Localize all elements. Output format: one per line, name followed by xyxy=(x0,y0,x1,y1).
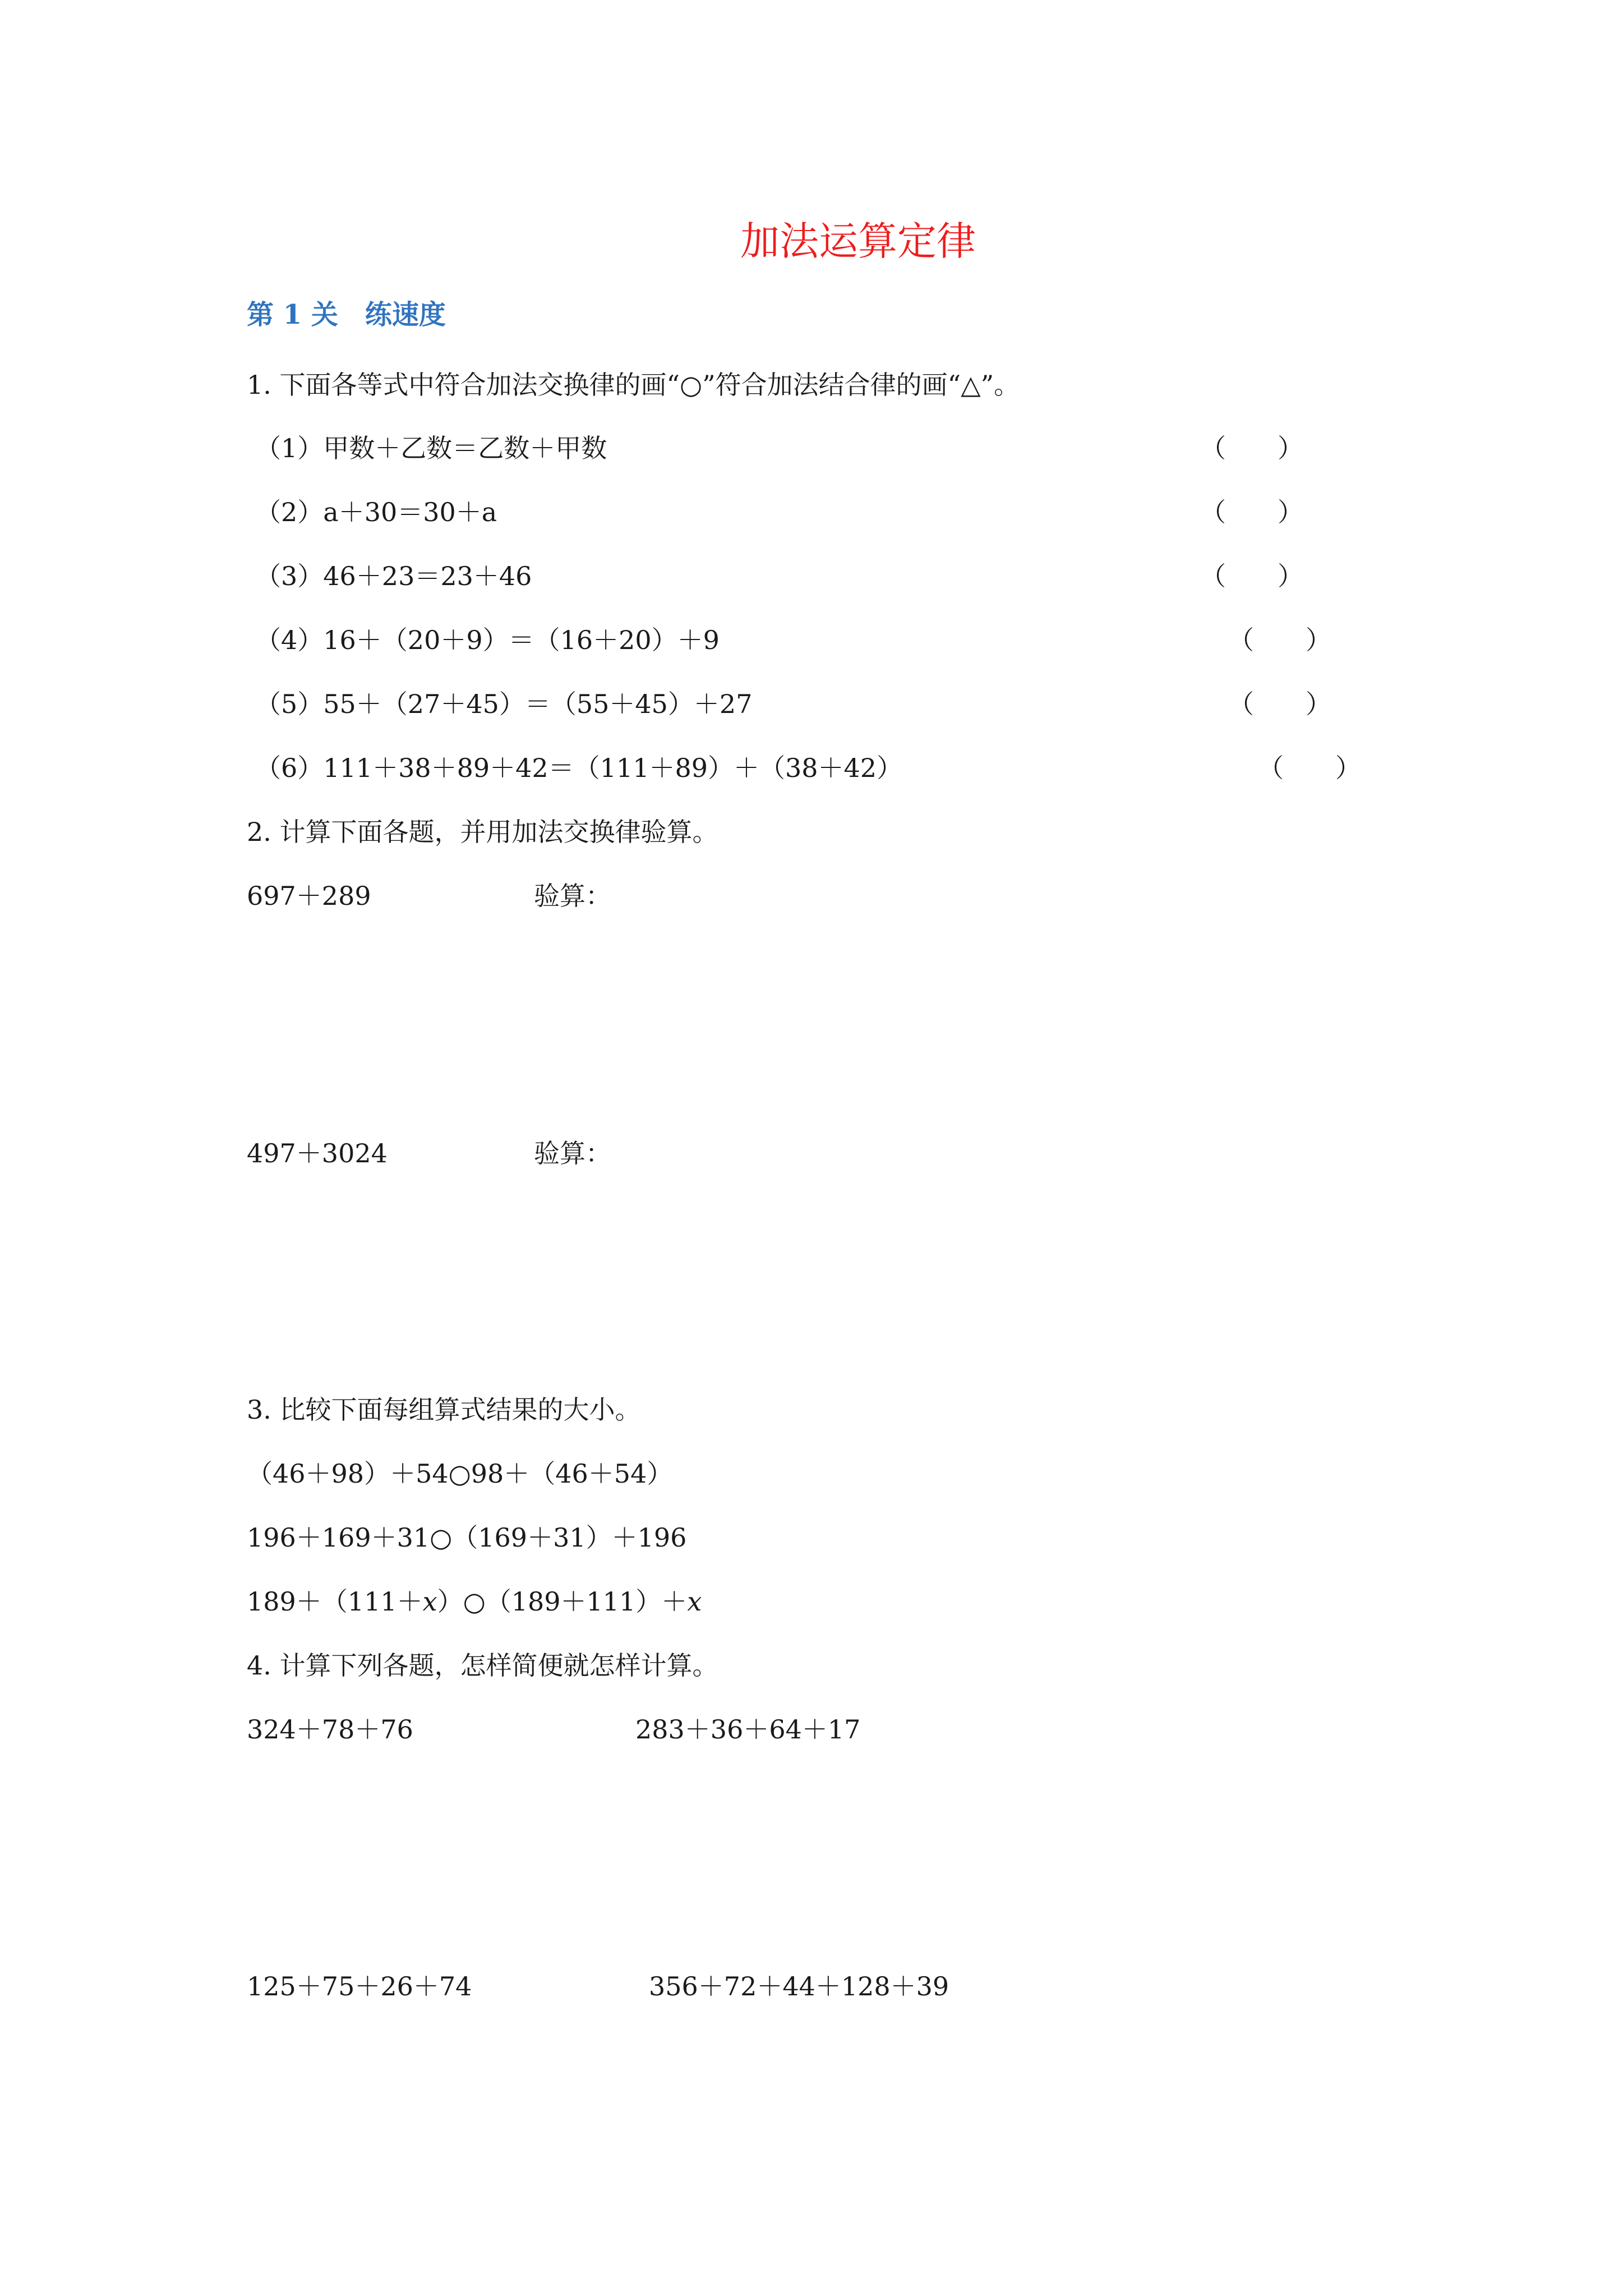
q4-expression: 324＋78＋76 xyxy=(247,1714,413,1745)
page-title: 加法运算定律 xyxy=(740,218,976,264)
section-heading: 第 1 关 练速度 xyxy=(247,299,446,330)
q4-expression: 125＋75＋26＋74 xyxy=(247,1971,472,2001)
q3-prompt: 3. 比较下面每组算式结果的大小。 xyxy=(247,1395,641,1425)
q2-prompt: 2. 计算下面各题，并用加法交换律验算。 xyxy=(247,817,718,847)
q4-prompt: 4. 计算下列各题，怎样简便就怎样计算。 xyxy=(247,1650,718,1681)
q1-item-text: （1）甲数＋乙数＝乙数＋甲数 xyxy=(255,433,607,463)
q2-check-label: 验算： xyxy=(534,1138,611,1168)
variable-x: x xyxy=(687,1586,702,1617)
q1-item-text: （3）46＋23＝23＋46 xyxy=(255,561,532,591)
variable-x: x xyxy=(422,1586,437,1617)
q1-prompt: 1. 下面各等式中符合加法交换律的画“○”符合加法结合律的画“△”。 xyxy=(247,370,1020,400)
q3-part: ）○（189＋111）＋ xyxy=(437,1586,688,1617)
q1-answer-blank[interactable]: （ ） xyxy=(1228,625,1331,655)
q1-answer-blank[interactable]: （ ） xyxy=(1228,689,1331,719)
q1-answer-blank[interactable]: （ ） xyxy=(1200,497,1303,527)
q2-expression: 497＋3024 xyxy=(247,1138,388,1168)
q3-comparison: 196＋169＋31○（169＋31）＋196 xyxy=(247,1522,687,1553)
q1-item-text: （5）55＋（27＋45）＝（55＋45）＋27 xyxy=(255,689,753,719)
q2-check-label: 验算： xyxy=(534,881,611,911)
q1-answer-blank[interactable]: （ ） xyxy=(1258,753,1361,783)
q3-comparison: （46＋98）＋54○98＋（46＋54） xyxy=(247,1458,673,1489)
q1-answer-blank[interactable]: （ ） xyxy=(1200,433,1303,463)
q3-comparison xyxy=(247,1586,702,1617)
q1-item-text: （4）16＋（20＋9）＝（16＋20）＋9 xyxy=(255,625,720,655)
q1-item-text: （6）111＋38＋89＋42＝（111＋89）＋（38＋42） xyxy=(255,753,903,783)
q3-part: 189＋（111＋ xyxy=(247,1586,423,1617)
q4-expression: 283＋36＋64＋17 xyxy=(635,1714,861,1745)
q4-expression: 356＋72＋44＋128＋39 xyxy=(649,1971,949,2001)
q2-expression: 697＋289 xyxy=(247,881,371,911)
q1-item-text: （2）a＋30＝30＋a xyxy=(255,497,497,527)
q1-answer-blank[interactable]: （ ） xyxy=(1200,561,1303,591)
